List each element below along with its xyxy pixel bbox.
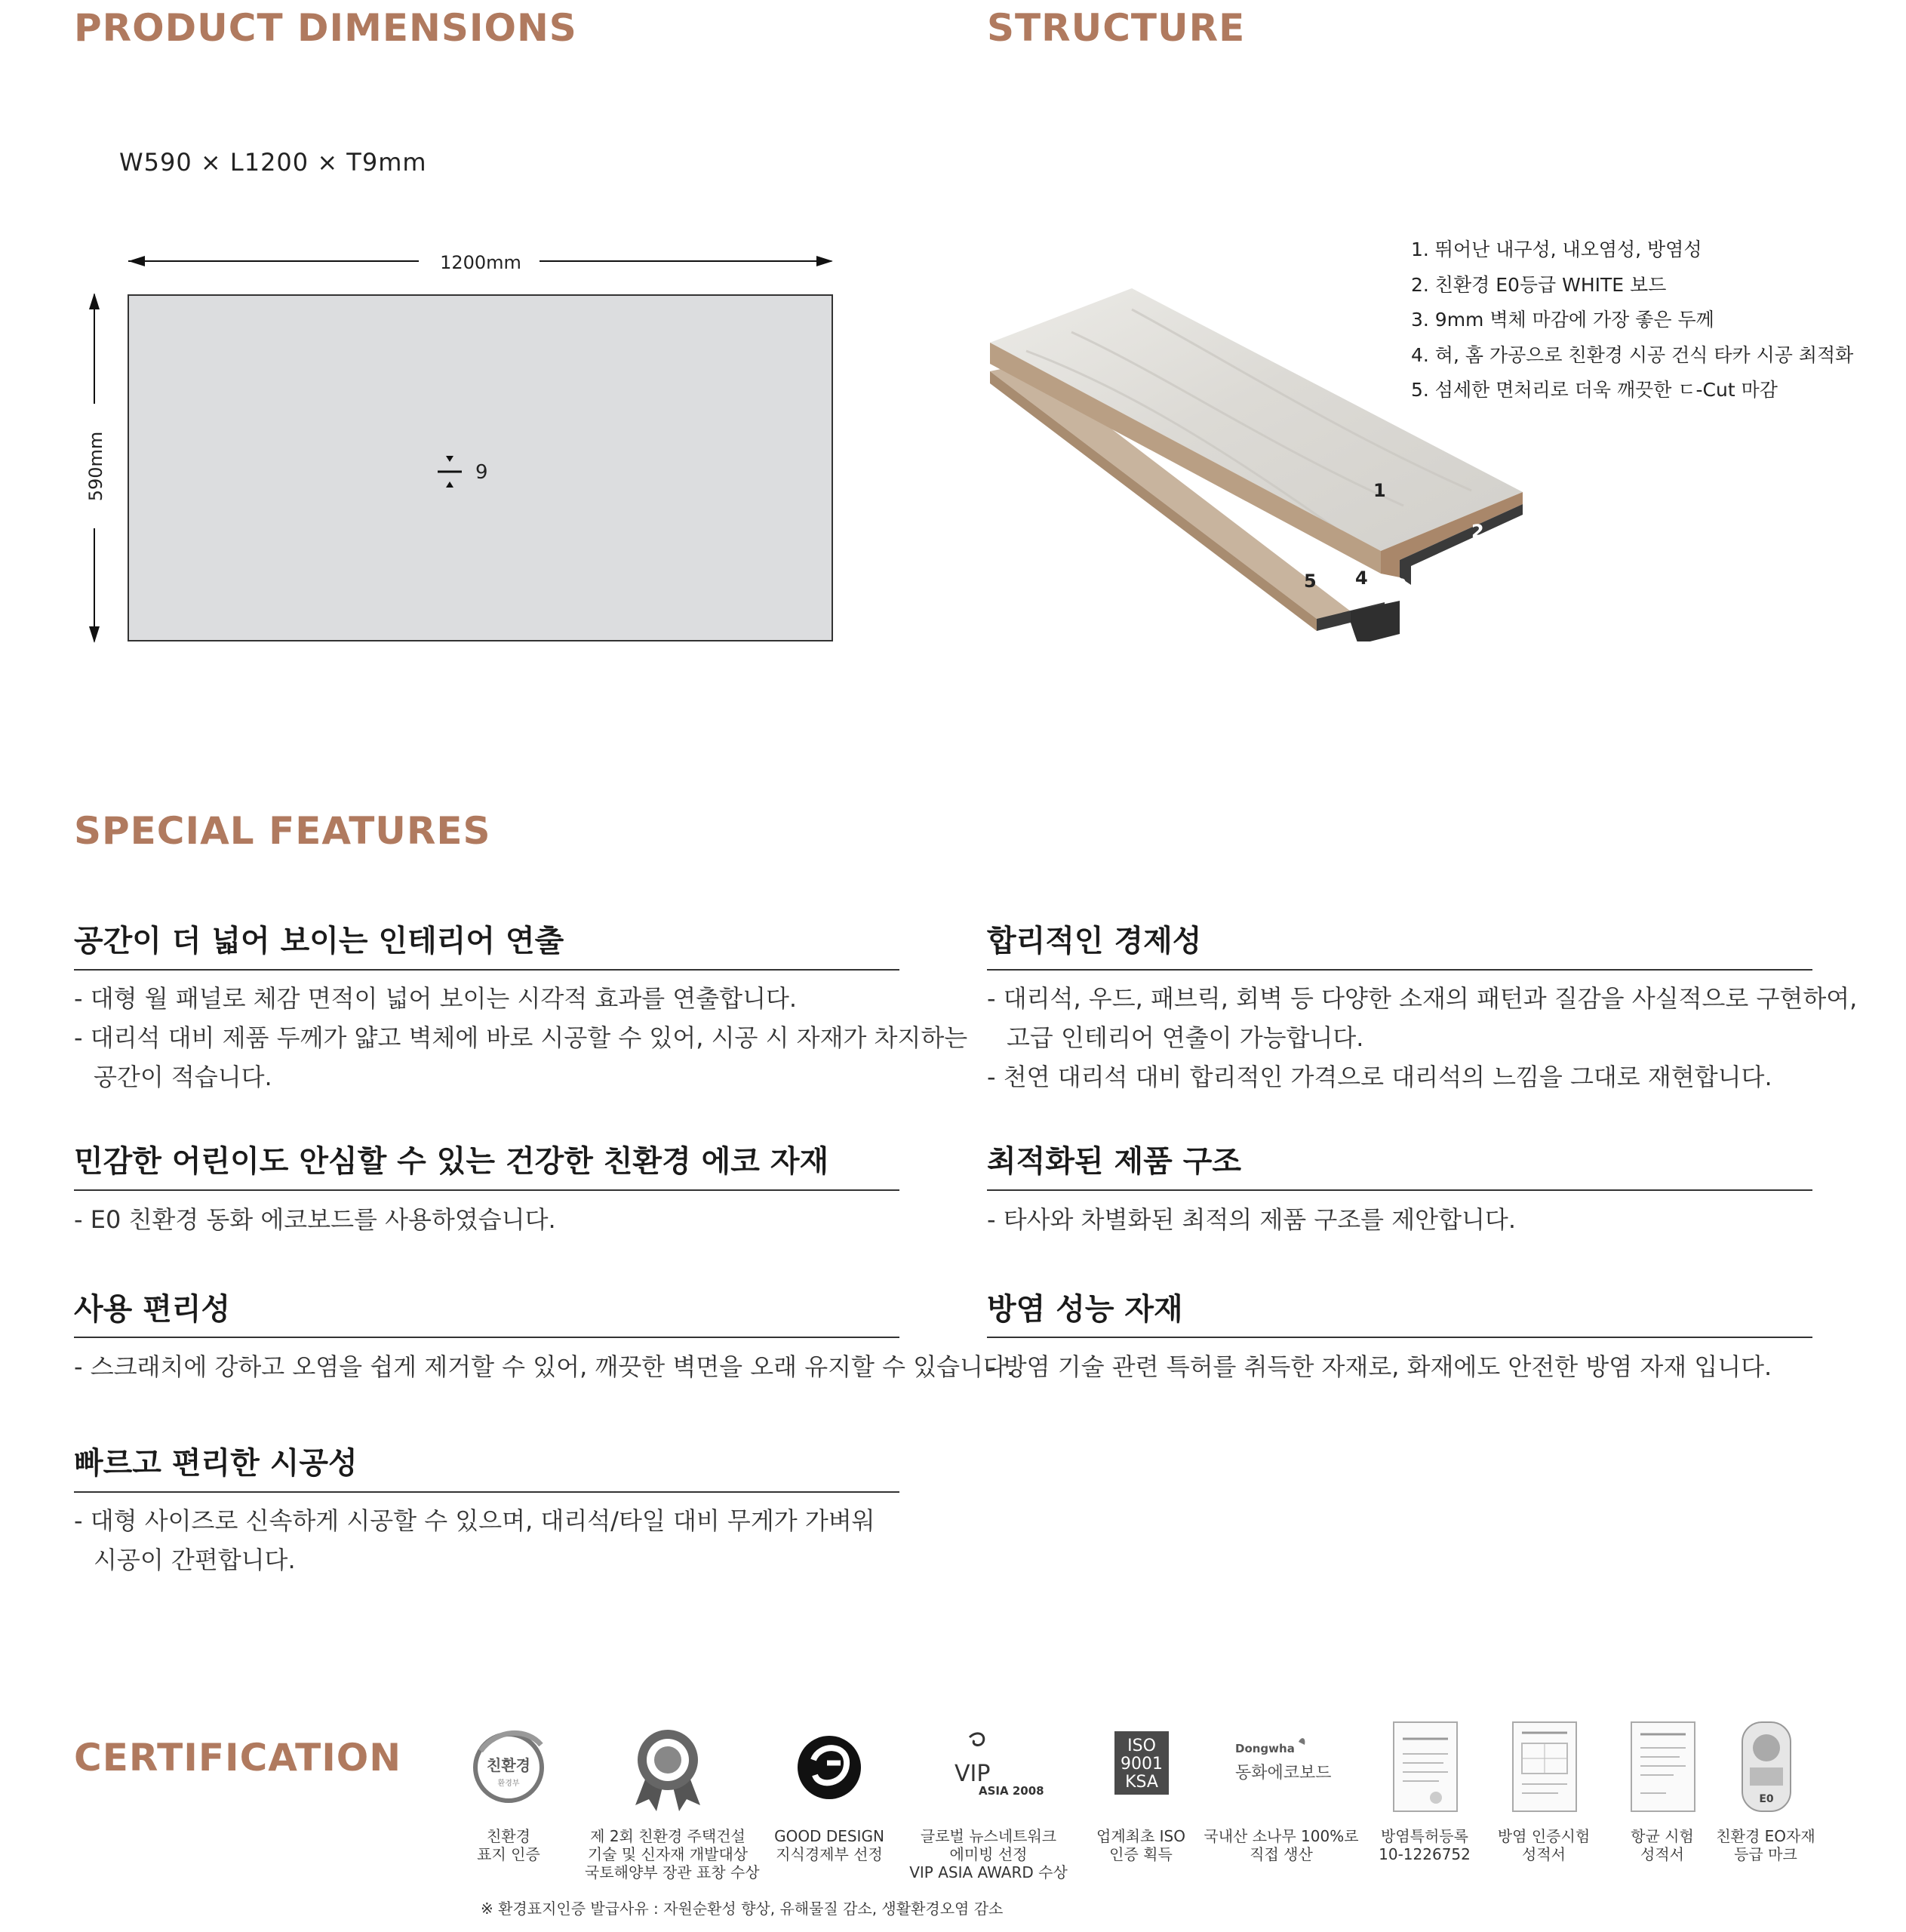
good-design-icon bbox=[765, 1721, 893, 1815]
cert-label: 친환경 표지 인증 bbox=[477, 1827, 540, 1863]
structure-item-4: 4. 혀, 홈 가공으로 친환경 시공 건식 타카 시공 최적화 bbox=[1411, 343, 1854, 366]
width-arrowhead-bottom bbox=[89, 626, 100, 643]
svg-text:E0: E0 bbox=[1759, 1793, 1774, 1805]
feature-line: 고급 인테리어 연출이 가능합니다. bbox=[1007, 1023, 1364, 1052]
feature-body-eco bbox=[74, 1200, 556, 1239]
feature-line: - 대리석 대비 제품 두께가 얇고 벽체에 바로 시공할 수 있어, 시공 시 자재가 차지하는 bbox=[74, 1023, 968, 1052]
cert-label: 방염 인증시험 성적서 bbox=[1497, 1827, 1591, 1863]
certification-heading: CERTIFICATION bbox=[74, 1736, 402, 1780]
feature-title-structure: 최적화된 제품 구조 bbox=[987, 1144, 1241, 1179]
feature-line: - 대리석, 우드, 패브릭, 회벽 등 다양한 소재의 패턴과 질감을 사실적으로 구현하여, bbox=[987, 984, 1858, 1013]
cert-label: GOOD DESIGN 지식경제부 선정 bbox=[774, 1827, 884, 1863]
special-features-heading: SPECIAL FEATURES bbox=[74, 809, 491, 853]
test-report-icon bbox=[1480, 1721, 1608, 1815]
svg-text:KSA: KSA bbox=[1125, 1773, 1158, 1792]
feature-body-installation bbox=[74, 1501, 875, 1580]
dimension-diagram bbox=[75, 242, 860, 649]
cert-label: 국내산 소나무 100%로 직접 생산 bbox=[1204, 1827, 1359, 1863]
feature-line: - 대형 월 패널로 체감 면적이 넓어 보이는 시각적 효과를 연출합니다. bbox=[74, 984, 798, 1013]
width-label: 590mm bbox=[85, 431, 106, 502]
feature-line: - 대형 사이즈로 신속하게 시공할 수 있으며, 대리석/타일 대비 무게가 가벼워 bbox=[74, 1506, 875, 1535]
feature-title-eco: 민감한 어린이도 안심할 수 있는 건강한 친환경 에코 자재 bbox=[74, 1144, 829, 1179]
length-arrowhead-left bbox=[128, 256, 145, 266]
feature-body-fireproof bbox=[987, 1347, 1772, 1386]
dimension-spec: W590 × L1200 × T9mm bbox=[119, 148, 427, 177]
feature-rule bbox=[74, 969, 899, 971]
cert-label: 친환경 EO자재 등급 마크 bbox=[1716, 1827, 1815, 1863]
svg-text:ISO: ISO bbox=[1127, 1737, 1156, 1755]
callout-1: 1 bbox=[1373, 480, 1386, 501]
feature-body-economy bbox=[987, 979, 1857, 1097]
feature-line: - 천연 대리석 대비 합리적인 가격으로 대리석의 느낌을 그대로 재현합니다. bbox=[987, 1063, 1772, 1091]
callout-5: 5 bbox=[1304, 571, 1317, 592]
svg-text:친환경: 친환경 bbox=[487, 1756, 530, 1774]
dongwha-logo-icon bbox=[1217, 1721, 1345, 1815]
feature-line: - E0 친환경 동화 에코보드를 사용하였습니다. bbox=[74, 1205, 556, 1234]
cert-label: 글로벌 뉴스네트워크 에미빙 선정 VIP ASIA AWARD 수상 bbox=[909, 1827, 1068, 1881]
cert-label: 항균 시험 성적서 bbox=[1631, 1827, 1694, 1863]
feature-rule bbox=[987, 1337, 1812, 1338]
feature-rule bbox=[987, 1189, 1812, 1191]
structure-item-5: 5. 섬세한 면처리로 더욱 깨끗한 ㄷ-Cut 마감 bbox=[1411, 379, 1778, 401]
thickness-label: 9 bbox=[475, 461, 488, 484]
length-arrowhead-right bbox=[816, 256, 833, 266]
feature-line: 시공이 간편합니다. bbox=[94, 1546, 296, 1574]
eco-label-icon bbox=[444, 1721, 573, 1815]
structure-item-2: 2. 친환경 E0등급 WHITE 보드 bbox=[1411, 273, 1667, 296]
feature-title-fireproof: 방염 성능 자재 bbox=[987, 1292, 1183, 1327]
length-label: 1200mm bbox=[440, 252, 521, 273]
product-dimensions-heading: PRODUCT DIMENSIONS bbox=[74, 6, 577, 50]
feature-title-installation: 빠르고 편리한 시공성 bbox=[74, 1446, 358, 1481]
patent-document-icon bbox=[1360, 1721, 1489, 1815]
callout-4: 4 bbox=[1355, 568, 1368, 589]
e0-grade-mark-icon bbox=[1702, 1721, 1830, 1815]
feature-rule bbox=[74, 1491, 899, 1493]
feature-rule bbox=[987, 969, 1812, 971]
cert-label: 방염특허등록 10-1226752 bbox=[1379, 1827, 1471, 1863]
callout-2: 2 bbox=[1471, 521, 1484, 542]
dark-core-step bbox=[1351, 601, 1400, 641]
cert-label: 업계최초 ISO 인증 획득 bbox=[1096, 1827, 1185, 1863]
certification-footnote: ※ 환경표지인증 발급사유 : 자원순환성 향상, 유해물질 감소, 생활환경오염 감소 bbox=[481, 1900, 1004, 1918]
structure-item-3: 3. 9mm 벽체 마감에 가장 좋은 두께 bbox=[1411, 309, 1714, 331]
structure-heading: STRUCTURE bbox=[987, 6, 1246, 50]
width-arrowhead-top bbox=[89, 293, 100, 309]
feature-rule bbox=[74, 1337, 899, 1338]
feature-line: - 방염 기술 관련 특허를 취득한 자재로, 화재에도 안전한 방염 자재 입니다. bbox=[987, 1352, 1772, 1381]
iso-9001-icon bbox=[1077, 1721, 1205, 1815]
feature-title-spacious: 공간이 더 넓어 보이는 인테리어 연출 bbox=[74, 924, 564, 958]
structure-item-1: 1. 뛰어난 내구성, 내오염성, 방염성 bbox=[1411, 238, 1702, 260]
svg-text:9001: 9001 bbox=[1121, 1755, 1163, 1774]
structure-list bbox=[1411, 232, 1853, 408]
vip-asia-icon bbox=[924, 1721, 1053, 1815]
svg-text:VIP: VIP bbox=[955, 1761, 991, 1787]
feature-body-spacious bbox=[74, 979, 967, 1097]
svg-text:동화에코보드: 동화에코보드 bbox=[1235, 1764, 1332, 1783]
callout-3: 3 bbox=[1394, 575, 1407, 596]
feature-line: 공간이 적습니다. bbox=[94, 1063, 272, 1091]
svg-text:환경부: 환경부 bbox=[497, 1780, 520, 1788]
feature-title-economy: 합리적인 경제성 bbox=[987, 924, 1202, 958]
svg-text:ASIA 2008: ASIA 2008 bbox=[979, 1784, 1044, 1798]
feature-body-structure bbox=[987, 1200, 1516, 1239]
feature-body-convenience bbox=[74, 1347, 1014, 1386]
feature-rule bbox=[74, 1189, 899, 1191]
feature-line: - 스크래치에 강하고 오염을 쉽게 제거할 수 있어, 깨끗한 벽면을 오래 유지할 수 있습니다. bbox=[74, 1352, 1015, 1381]
feature-line: - 타사와 차별화된 최적의 제품 구조를 제안합니다. bbox=[987, 1205, 1516, 1234]
cert-label: 제 2회 친환경 주택건설 기술 및 신자재 개발대상 국토해양부 장관 표창 수상 bbox=[585, 1827, 760, 1881]
feature-title-convenience: 사용 편리성 bbox=[74, 1292, 231, 1327]
award-medal-icon bbox=[604, 1721, 732, 1815]
svg-text:Dongwha: Dongwha bbox=[1235, 1742, 1295, 1755]
